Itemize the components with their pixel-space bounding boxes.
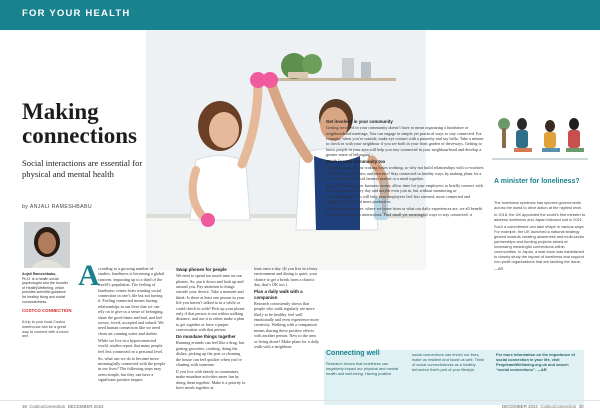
sidebar-title: A minister for loneliness?	[494, 178, 580, 185]
costco-connection-label: COSTCO CONNECTION	[22, 308, 72, 313]
costco-connection-text: A trip to your local Costco warehouse can be a great way to connect with a loved one.	[22, 320, 69, 339]
subheading: Work is your community too	[326, 159, 386, 165]
page-number-right: 39	[578, 404, 584, 409]
issue-date-left: DECEMBER 2024	[67, 404, 104, 409]
magazine-name-right: CostcoConnection	[540, 404, 577, 409]
connecting-well-col-1: Research shows that loneliness can negatively impact our physical and mental health and well-being. Having positive	[326, 361, 399, 376]
page-number-left: 38	[22, 404, 27, 409]
body-column-4	[326, 118, 484, 219]
sidebar-signoff: —AR	[494, 266, 504, 271]
body-paragraph: Getting involved in your community doesn’t have to mean organizing a fundraiser or neighbourhood meetings. You can engage in simple yet practical ways to stay connected. For example, when you’re outside, make eye contact with a passerby and say hello. Take a minute to check in with your neighbour if you see both in your front garden or driveways. Getting to know people in your area will help you stay connected in your neighbourhood and develop a greater sense of belonging.	[326, 125, 484, 158]
body-paragraph: ccording to a growing number of studies, loneliness is becoming a global concern, impacting up to a third of the world’s population. The feeling of loneliness comes from wanting social connection in one’s life but not having it. Feeling connected means having relationships in our lives that we can rely on to give us a sense of belonging, share the good times and bad, and feel secure, loved, accepted and valued. We need human connection like we need clean air, running water and shelter.	[98, 266, 165, 336]
body-paragraph: If you live with family or roommates, make mundane activities more fun by doing them together. Make it a priority to have meals together at	[176, 368, 246, 391]
article-deck: Social interactions are essential for physical and mental health	[22, 158, 143, 179]
subheading: Plan a daily walk with a companion	[254, 289, 303, 300]
body-paragraph: So, what can we do to become more meaningfully connected with the people in our lives? The following steps may seem simple, but they can have a significant positive impact.	[98, 355, 166, 383]
section-label: FOR YOUR HEALTH	[22, 8, 131, 19]
subheading: Do mundane things together	[176, 334, 236, 340]
body-column-2	[176, 266, 246, 392]
body-paragraph: Research consistently shows that people who walk regularly are more likely to be healthy, feel well emotionally and even experience more creativity. Walking with a companion means sharing these positive effects with another person. New to the area or living alone? Make plans for a daily walk with a neighbour.	[254, 300, 320, 349]
drop-cap: A	[78, 259, 100, 292]
byline: by ANJALI RAMESHBABU	[22, 204, 92, 210]
title-line-1: Making	[22, 99, 99, 124]
sidebar-paragraph: The loneliness epidemic has spurred governments across the world to drive action at the highest level.	[494, 200, 583, 210]
body-paragraph: No matter who we are, where we come from or what our daily experiences are, we all benefit from positive human interactions. Find small yet meaningful ways to stay connected; it	[326, 206, 483, 217]
body-paragraph: If you’re a manager or business owner, allow time for your employees to briefly connect with their co-workers every day and maybe even join in, but without monitoring or micromanaging. This will help your employees feel less stressed, more connected and engaged at work, and more productive.	[326, 183, 483, 205]
author-bio	[22, 272, 70, 304]
sidebar-text	[494, 200, 586, 273]
footer-right	[502, 404, 584, 409]
title-line-2: connections	[22, 123, 137, 148]
subheading: Swap phones for people	[176, 267, 227, 272]
connecting-well-title: Connecting well	[326, 350, 380, 357]
footer-left	[22, 404, 104, 409]
author-name: Anjali Rameshbabu,	[22, 272, 57, 276]
magazine-name-left: CostcoConnection	[29, 404, 66, 409]
connecting-well-col-3: For more information on the importance of social connection in your life, visit PeopleandWellbeing.org.uk and search “social connections”. —AR	[496, 352, 575, 372]
sidebar-illustration	[492, 112, 588, 175]
subheading: Get involved in your community	[326, 119, 393, 124]
body-column-3	[254, 266, 320, 351]
section-band	[0, 0, 600, 30]
issue-date-right: DECEMBER 2024	[502, 404, 538, 409]
body-paragraph: Running errands can feel like a drag, but getting groceries, cooking, doing the dishes, picking up the post or cleaning the house can feel quicker when you’re chatting with someone.	[176, 340, 245, 367]
article-title	[22, 100, 137, 148]
body-paragraph: least once a day. (If you live in a busy environment and dining is quiet, your chance to get a break from a chaotic day, that’s OK too.)	[254, 266, 318, 288]
author-portrait	[24, 222, 70, 268]
people-on-chairs-illustration	[492, 112, 588, 170]
author-bio-text: Ph.D. is a health social psychologist and the founder of Health|Wellbeing, which provides scientific guidance for healthy living and social connectedness.	[22, 276, 68, 304]
sidebar-paragraph: In 2018, the UK appointed the world’s first minister to address loneliness and Japan followed suit in 2021.	[494, 212, 586, 222]
body-paragraph: We spend many of our waking hours working, so why not build relationships with co-workers who share your hobbies and interests? Stay connected in healthy ways by making plans for a hike, a visit to the local farmers market or a meal together.	[326, 165, 484, 182]
footer-rule	[0, 400, 600, 401]
author-photo	[24, 222, 70, 268]
body-column-1	[98, 266, 166, 384]
body-paragraph: We tend to spend too much time on our phones. So, put it down and look up and around you. Pay attention to things outside your device. Take a moment and think: Is there at least one person in your life you haven’t talked to in a while or could check in with? Pick up your phone only if that person is not within walking distance, and use it to either make a plan to get together or have a proper conversation with that person.	[176, 273, 245, 333]
connecting-well-col-2: social connections can enrich our lives, make us resilient and boost us well. Think of social connectedness as a healthy behaviour that’s part of your lifestyle.	[412, 352, 484, 372]
sidebar-paragraph: Such a commitment can take shape in various ways. For example, the UK launched a national strategy geared towards creating awareness and multi-sector partnerships and funding projects aimed at increasing meaningful connections within communities. In Japan, a task force was established to closely study the impact of loneliness and support non-profit organizations that are tackling the issue.	[494, 224, 585, 264]
body-paragraph: While we live in a hyperconnected world, studies report that many people feel less connected on a personal level.	[98, 337, 164, 354]
